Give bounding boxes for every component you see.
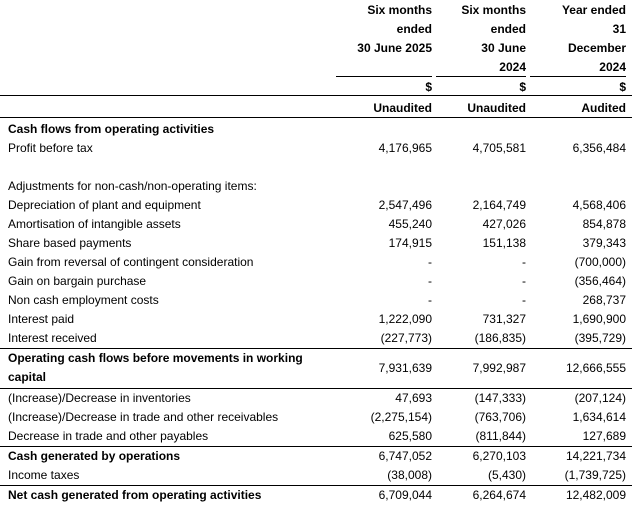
cell-value: -	[428, 293, 432, 307]
audit-status: Unaudited	[467, 101, 526, 115]
cell-value: (395,729)	[574, 331, 626, 345]
header-line: 2024	[599, 60, 626, 74]
audit-status: Unaudited	[373, 101, 432, 115]
cell-value: 6,709,044	[378, 488, 432, 502]
row-label: (Increase)/Decrease in trade and other receivables	[8, 410, 279, 424]
row-label: Gain from reversal of contingent consideration	[8, 255, 254, 269]
cell-value: 2,547,496	[378, 198, 432, 212]
row-label: (Increase)/Decrease in inventories	[8, 391, 191, 405]
header-line: Year ended	[561, 3, 626, 17]
cell-value: (2,275,154)	[370, 410, 432, 424]
row-label: Operating cash flows before movements in working	[8, 351, 303, 365]
cell-value: 12,482,009	[565, 488, 626, 502]
header-line: 31	[612, 22, 626, 36]
cell-value: (186,835)	[474, 331, 526, 345]
cell-value: (207,124)	[574, 391, 626, 405]
cell-value: 625,580	[388, 429, 432, 443]
cell-value: 1,634,614	[572, 410, 626, 424]
cell-value: -	[522, 293, 526, 307]
cell-value: 1,222,090	[378, 312, 432, 326]
row-label: Net cash generated from operating activities	[8, 488, 262, 502]
cell-value: 6,747,052	[378, 449, 432, 463]
table-rule	[0, 485, 632, 486]
cell-value: -	[428, 255, 432, 269]
cell-value: -	[522, 255, 526, 269]
cell-value: (38,008)	[387, 468, 432, 482]
row-label: Interest received	[8, 331, 97, 345]
cell-value: (811,844)	[475, 429, 526, 443]
cell-value: 6,270,103	[472, 449, 526, 463]
cell-value: (147,333)	[474, 391, 526, 405]
header-line: ended	[396, 22, 432, 36]
row-label: capital	[8, 370, 47, 384]
row-label: Income taxes	[8, 468, 80, 482]
cell-value: (700,000)	[574, 255, 626, 269]
cell-value: 427,026	[482, 217, 526, 231]
currency-label: $	[619, 80, 626, 94]
cell-value: 7,931,639	[378, 361, 432, 375]
cell-value: 174,915	[388, 236, 432, 250]
cell-value: 4,176,965	[378, 141, 432, 155]
header-line: 2024	[499, 60, 526, 74]
currency-label: $	[425, 80, 432, 94]
cell-value: 151,138	[482, 236, 526, 250]
cell-value: 379,343	[582, 236, 626, 250]
cell-value: 6,264,674	[472, 488, 526, 502]
cell-value: 12,666,555	[565, 361, 626, 375]
row-label: Profit before tax	[8, 141, 93, 155]
cell-value: 731,327	[482, 312, 526, 326]
table-rule	[0, 95, 632, 96]
header-line: December	[567, 41, 626, 55]
row-label: Share based payments	[8, 236, 132, 250]
currency-label: $	[519, 80, 526, 94]
cell-value: 268,737	[582, 293, 626, 307]
cell-value: (763,706)	[474, 410, 526, 424]
cell-value: 4,568,406	[572, 198, 626, 212]
table-rule	[0, 446, 632, 447]
cell-value: 455,240	[388, 217, 432, 231]
row-label: Interest paid	[8, 312, 75, 326]
table-rule	[0, 388, 632, 389]
row-label: Depreciation of plant and equipment	[8, 198, 201, 212]
cell-value: 47,693	[395, 391, 432, 405]
cell-value: 7,992,987	[472, 361, 526, 375]
cell-value: 1,690,900	[572, 312, 626, 326]
row-label: Gain on bargain purchase	[8, 274, 147, 288]
cell-value: 14,221,734	[565, 449, 626, 463]
header-line: Six months	[461, 3, 526, 17]
header-line: 30 June 2025	[357, 41, 432, 55]
cell-value: (227,773)	[380, 331, 432, 345]
cell-value: (5,430)	[487, 468, 526, 482]
header-line: Six months	[367, 3, 432, 17]
header-rule	[436, 76, 526, 77]
cell-value: 6,356,484	[572, 141, 626, 155]
row-label: Amortisation of intangible assets	[8, 217, 181, 231]
header-line: ended	[490, 22, 526, 36]
header-rule	[530, 76, 626, 77]
header-rule	[336, 76, 432, 77]
cell-value: (1,739,725)	[564, 468, 626, 482]
subsection-heading: Adjustments for non-cash/non-operating items:	[8, 179, 257, 193]
row-label: Non cash employment costs	[8, 293, 159, 307]
cell-value: 854,878	[582, 217, 626, 231]
row-label: Decrease in trade and other payables	[8, 429, 209, 443]
cell-value: 2,164,749	[472, 198, 526, 212]
table-rule	[0, 348, 632, 349]
cell-value: 127,689	[582, 429, 626, 443]
row-label: Cash generated by operations	[8, 449, 181, 463]
audit-status: Audited	[581, 101, 626, 115]
table-rule	[0, 117, 632, 118]
cell-value: -	[522, 274, 526, 288]
cell-value: (356,464)	[574, 274, 626, 288]
section-heading: Cash flows from operating activities	[8, 122, 215, 136]
cell-value: -	[428, 274, 432, 288]
header-line: 30 June	[481, 41, 526, 55]
cell-value: 4,705,581	[472, 141, 526, 155]
